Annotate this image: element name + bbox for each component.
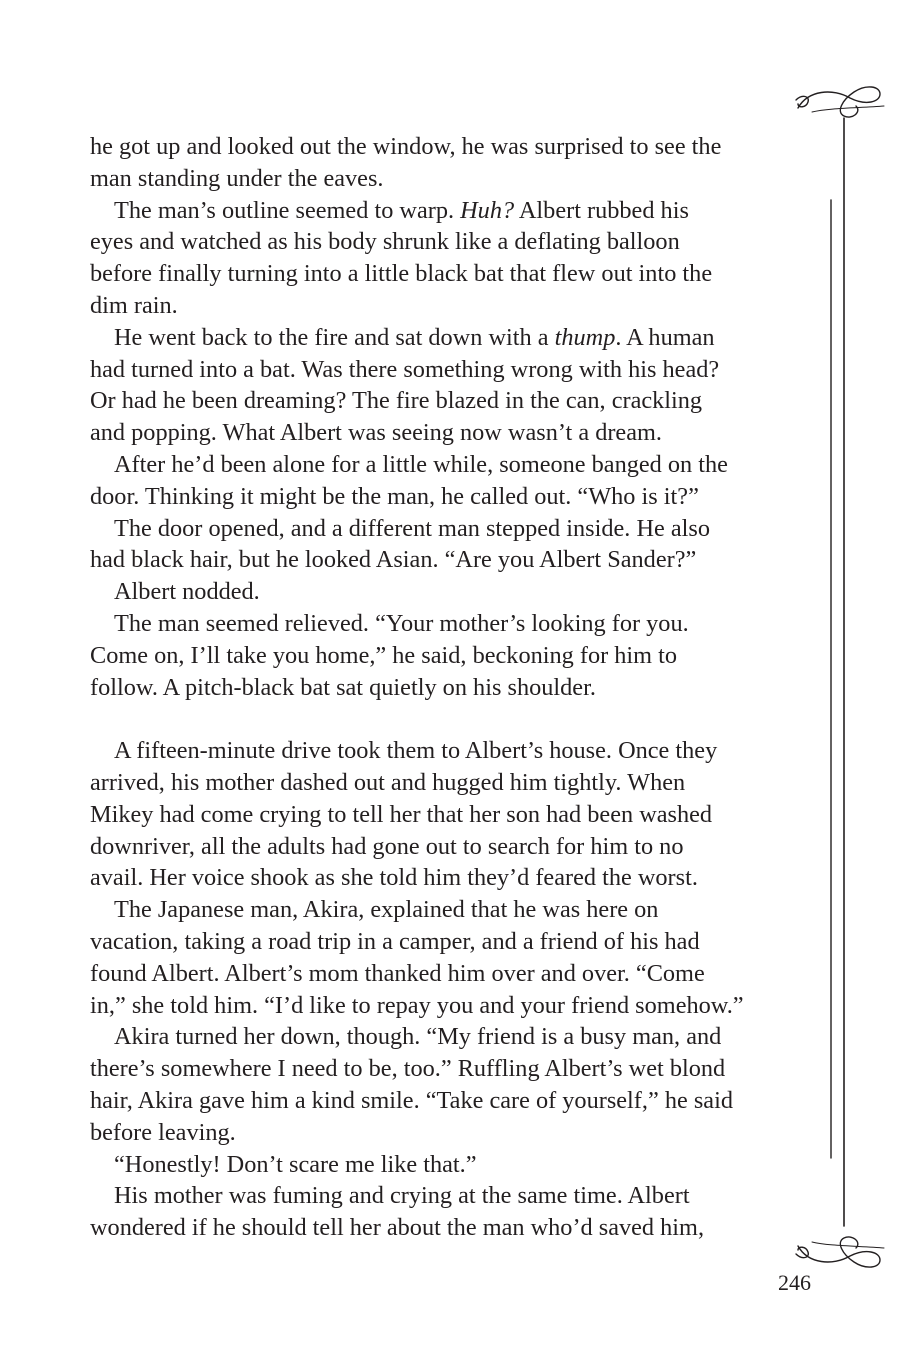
text-run: Albert nodded. xyxy=(114,578,260,606)
paragraph xyxy=(90,131,780,195)
top-swirl-stroke-icon xyxy=(812,106,884,112)
text-run: . A human had turned into a bat. Was there something wrong with his head? Or had he been dreaming? The fire blazed in the can, crackling and popping. What Albert was seeing now wasn’t a dream. xyxy=(90,323,720,447)
text-run: The man seemed relieved. “Your mother’s looking for you. Come on, I’ll take you home,” he said, beckoning for him to follow. A pitch-black bat sat quietly on his shoulder. xyxy=(90,609,689,701)
text-run: Albert rubbed his eyes and watched as his body shrunk like a deflating balloon before finally turning into a little black bat that flew out into the dim rain. xyxy=(90,196,713,319)
page-number: 246 xyxy=(778,1270,811,1295)
paragraph xyxy=(90,735,780,894)
paragraph xyxy=(90,1021,780,1148)
text-run: “Honestly! Don’t scare me like that.” xyxy=(114,1150,477,1178)
text-run: A fifteen-minute drive took them to Albert’s house. Once they arrived, his mother dashed out and hugged him tightly. When Mikey had come crying to tell her that her son had been washed downriver, all the adults had gone out to search for him to no avail. Her voice shook as she told him they’d feared the worst. xyxy=(90,737,718,892)
text-run: Akira turned her down, though. “My friend is a busy man, and there’s somewhere I need to be, too.” Ruffling Albert’s wet blond hair, Akira gave him a kind smile. “Take care of yourself,” he said before leaving. xyxy=(90,1023,733,1146)
text-run: The door opened, and a different man stepped inside. He also had black hair, but he looked Asian. “Are you Albert Sander?” xyxy=(90,514,710,574)
paragraph xyxy=(90,322,780,449)
paragraph xyxy=(90,608,780,703)
paragraph xyxy=(90,1180,780,1244)
paragraph xyxy=(90,1149,780,1181)
paragraph xyxy=(90,576,780,608)
italic-text: thump xyxy=(554,323,616,351)
text-run: His mother was fuming and crying at the same time. Albert wondered if he should tell her about the man who’d saved him, xyxy=(90,1182,705,1242)
italic-text: Huh? xyxy=(460,196,515,224)
paragraph xyxy=(90,513,780,577)
text-run: He went back to the fire and sat down with a xyxy=(114,323,555,351)
text-run: The Japanese man, Akira, explained that he was here on vacation, taking a road trip in a camper, and a friend of his had found Albert. Albert’s mom thanked him over and over. “Come in,” she told him. “I’d like to repay you and your friend somehow.” xyxy=(90,896,744,1019)
text-run: After he’d been alone for a little while, someone banged on the door. Thinking it might be the man, he called out. “Who is it?” xyxy=(90,450,728,510)
text-run: The man’s outline seemed to warp. xyxy=(114,196,461,224)
margin-flourish-ornament xyxy=(788,78,888,1278)
paragraph xyxy=(90,894,780,1021)
text-run: he got up and looked out the window, he was surprised to see the man standing under the eaves. xyxy=(90,133,722,192)
book-page-body xyxy=(90,131,780,1244)
top-swirl-icon xyxy=(798,87,880,117)
paragraph xyxy=(90,449,780,513)
bottom-swirl-stroke-icon xyxy=(812,1242,884,1248)
paragraph xyxy=(90,195,780,322)
bottom-swirl-icon xyxy=(798,1237,880,1267)
